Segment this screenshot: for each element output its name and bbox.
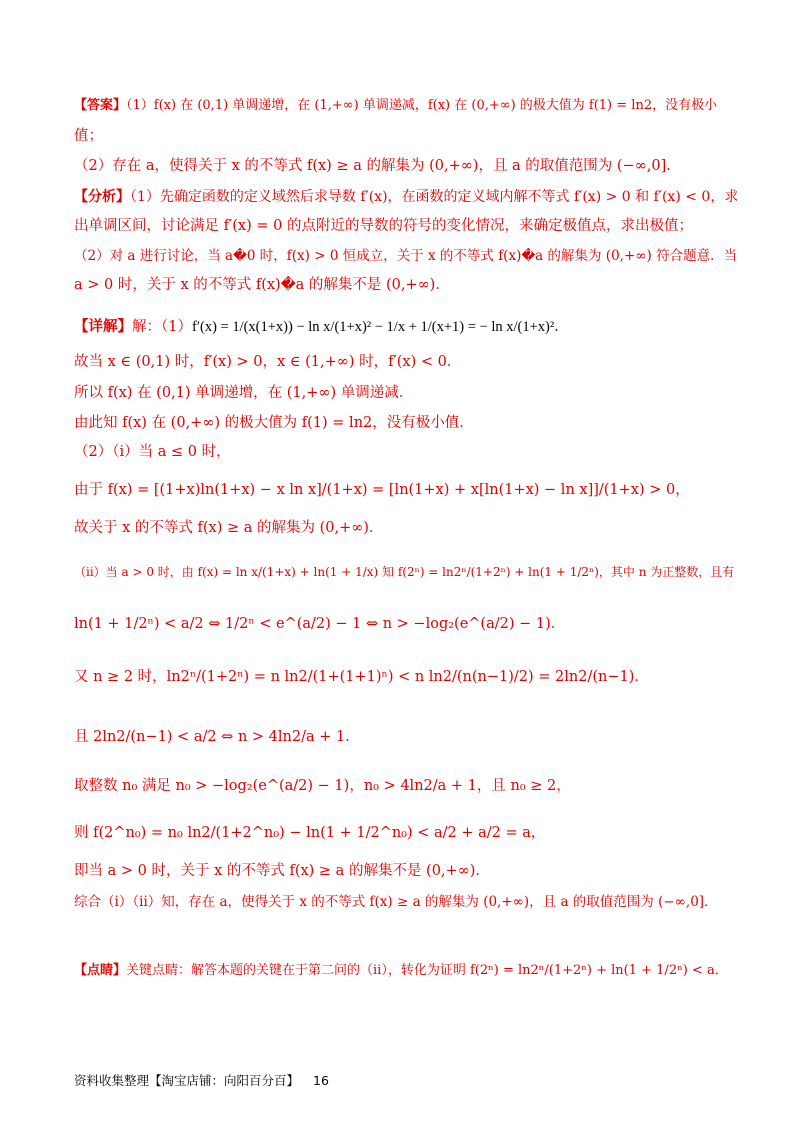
- comment-line: 【点睛】关键点睛：解答本题的关键在于第二问的（ⅱ），转化为证明 f(2ⁿ) = ln2ⁿ/(1+2ⁿ) + ln(1 + 1/2ⁿ) < a．: [74, 963, 728, 978]
- detail-line-14: 即当 a > 0 时，关于 x 的不等式 f(x) ≥ a 的解集不是 (0,+∞)．: [74, 863, 490, 879]
- detail-line-12: 取整数 n₀ 满足 n₀ > −log₂(e^(a/2) − 1)，n₀ > 4ln2/a + 1，且 n₀ ≥ 2，: [74, 778, 571, 794]
- answer-line-1: 【答案】（1）f(x) 在 (0,1) 单调递增，在 (1,+∞) 单调递减，f(x) 在 (0,+∞) 的极大值为 f(1) = ln2，没有极小: [74, 98, 718, 113]
- detail-line-8: （ⅱ）当 a > 0 时，由 f(x) = ln x/(1+x) + ln(1 + 1/x) 知 f(2ⁿ) = ln2ⁿ/(1+2ⁿ) + ln(1 + 1/2ⁿ)，其中 n 为正整数，且有: [74, 565, 735, 579]
- page-footer: [74, 1071, 329, 1089]
- answer-line-1b: 值；: [74, 128, 103, 144]
- comment-tag: 【点睛】: [74, 963, 127, 978]
- detail-line-15: 综合（ⅰ）（ⅱ）知，存在 a，使得关于 x 的不等式 f(x) ≥ a 的解集为 (0,+∞)，且 a 的取值范围为 (−∞,0]．: [74, 894, 718, 910]
- detail-tag: 【详解】: [74, 318, 132, 335]
- answer-tag: 【答案】: [74, 98, 127, 113]
- detail-line-3: 所以 f(x) 在 (0,1) 单调递增，在 (1,+∞) 单调递减．: [74, 385, 414, 401]
- analysis-line-1: 【分析】（1）先确定函数的定义域然后求导数 f′(x)，在函数的定义域内解不等式 f′(x) > 0 和 f′(x) < 0，求: [74, 189, 739, 205]
- detail-line-7: 故关于 x 的不等式 f(x) ≥ a 的解集为 (0,+∞)．: [74, 520, 384, 536]
- detail-line-5: （2）（ⅰ）当 a ≤ 0 时，: [74, 444, 231, 460]
- analysis-line-2: （2）对 a 进行讨论，当 a�0 时，f(x) > 0 恒成立，关于 x 的不等式 f(x)�a 的解集为 (0,+∞) 符合题意．当: [74, 248, 738, 264]
- detail-line-6: 由于 f(x) = [(1+x)ln(1+x) − x ln x]/(1+x) = [ln(1+x) + x[ln(1+x) − ln x]]/(1+x) > 0，: [74, 482, 690, 498]
- detail-line-11: 且 2ln2/(n−1) < a/2 ⇔ n > 4ln2/a + 1．: [74, 729, 360, 745]
- detail-line-1: 【详解】解：（1）f′(x) = 1/(x(1+x)) − ln x/(1+x)² − 1/x + 1/(x+1) = − ln x/(1+x)²．: [74, 318, 569, 335]
- detail-line-10: 又 n ≥ 2 时，ln2ⁿ/(1+2ⁿ) = n ln2/(1+(1+1)ⁿ) < n ln2/(n(n−1)/2) = 2ln2/(n−1)．: [74, 669, 649, 685]
- detail-line-13: 则 f(2^n₀) = n₀ ln2/(1+2^n₀) − ln(1 + 1/2^n₀) < a/2 + a/2 = a，: [74, 825, 546, 841]
- detail-line-2: 故当 x ∈ (0,1) 时，f′(x) > 0，x ∈ (1,+∞) 时，f′(x) < 0．: [74, 354, 462, 370]
- answer-line-2: （2）存在 a，使得关于 x 的不等式 f(x) ≥ a 的解集为 (0,+∞)，且 a 的取值范围为 (−∞,0].: [74, 158, 671, 174]
- analysis-line-2b: a > 0 时，关于 x 的不等式 f(x)�a 的解集不是 (0,+∞)．: [74, 277, 450, 293]
- analysis-line-1b: 出单调区间，讨论满足 f′(x) = 0 的点附近的导数的符号的变化情况，来确定极值点，求出极值；: [74, 218, 693, 234]
- detail-line-4: 由此知 f(x) 在 (0,+∞) 的极大值为 f(1) = ln2，没有极小值．: [74, 415, 474, 431]
- detail-line-9: ln(1 + 1/2ⁿ) < a/2 ⇔ 1/2ⁿ < e^(a/2) − 1 ⇔ n > −log₂(e^(a/2) − 1)．: [74, 616, 566, 632]
- analysis-tag: 【分析】: [74, 189, 130, 205]
- footer-text: 资料收集整理【淘宝店铺：向阳百分百】: [74, 1073, 300, 1088]
- page-number: 16: [313, 1073, 329, 1088]
